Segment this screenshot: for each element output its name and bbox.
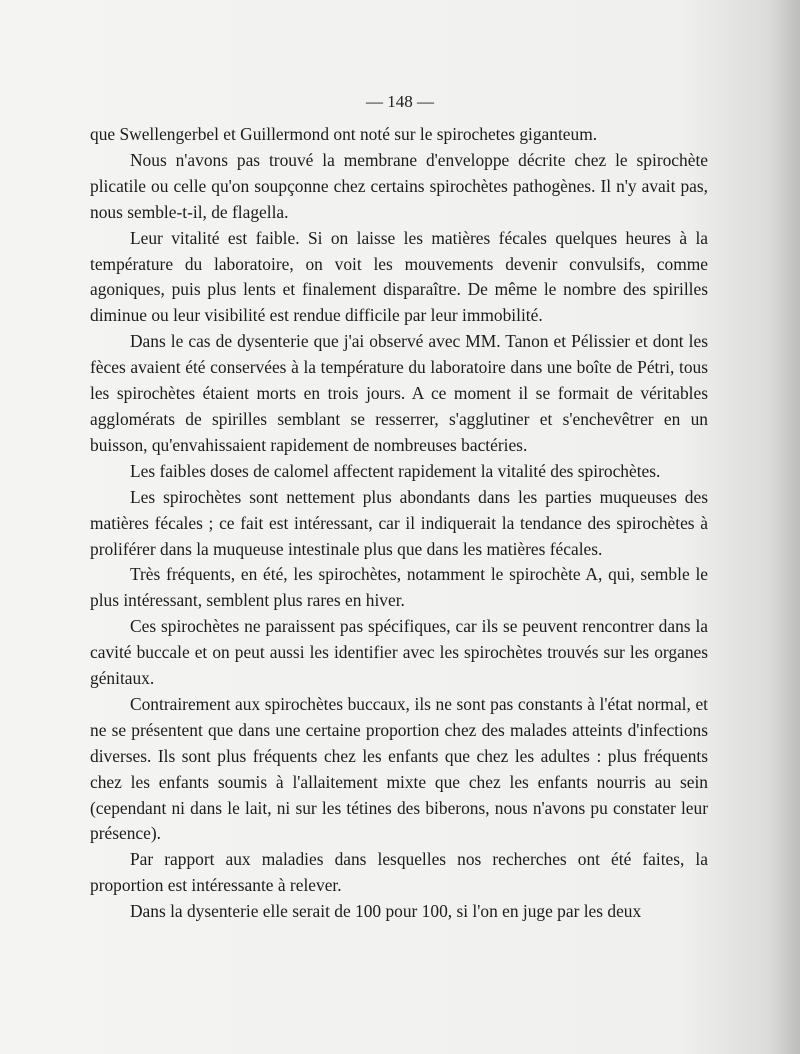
page-number: — 148 — — [366, 92, 434, 111]
paragraph: Très fréquents, en été, les spirochètes, notamment le spirochète A, qui, semble le plus intéressant, semblent plus rares en hiver. — [90, 564, 708, 611]
body-text — [90, 122, 708, 925]
paragraph: que Swellengerbel et Guillermond ont noté sur le spirochetes giganteum. — [90, 124, 598, 144]
paragraph: Ces spirochètes ne paraissent pas spécifiques, car ils se peuvent rencontrer dans la cavité buccale et on peut aussi les identifier avec les spirochètes trouvés sur les organes génitaux. — [90, 616, 708, 689]
paragraph: Contrairement aux spirochètes buccaux, ils ne sont pas constants à l'état normal, et ne se présentent que dans une certaine proportion chez des malades atteints d'infections diverses. Ils sont plus fréquents chez les enfants que chez les adultes : plus fréquents chez les enfants soumis à l'allaitement mixte que chez les enfants nourris au sein (cependant ni dans le lait, ni sur les tétines des biberons, nous n'avons pu constater leur présence). — [90, 693, 708, 844]
paragraph: Leur vitalité est faible. Si on laisse les matières fécales quelques heures à la température du laboratoire, on voit les mouvements devenir convulsifs, comme agoniques, puis plus lents et finalement disparaître. De même le nombre des spirilles diminue ou leur visibilité est rendue difficile par leur immobilité. — [90, 227, 708, 326]
paragraph: Les spirochètes sont nettement plus abondants dans les parties muqueuses des matières fécales ; ce fait est intéressant, car il indiquerait la tendance des spirochètes à proliférer dans la muqueuse intestinale plus que dans les matières fécales. — [90, 486, 708, 559]
paragraph: Par rapport aux maladies dans lesquelles nos recherches ont été faites, la proportion est intéressante à relever. — [90, 849, 708, 896]
paragraph: Dans le cas de dysenterie que j'ai observé avec MM. Tanon et Pélissier et dont les fèces avaient été conservées à la température du laboratoire dans une boîte de Pétri, tous les spirochètes étaient morts en trois jours. A ce moment il se formait de véritables agglomérats de spirilles semblant se resserrer, s'agglutiner et s'enchevêtrer en un buisson, qu'envahissaient rapidement de nombreuses bactéries. — [90, 331, 708, 455]
paragraph: Dans la dysenterie elle serait de 100 pour 100, si l'on en juge par les deux — [130, 901, 642, 922]
paragraph: Nous n'avons pas trouvé la membrane d'enveloppe décrite chez le spirochète plicatile ou celle qu'on soupçonne chez certains spirochètes pathogènes. Il n'y avait pas, nous semble-t-il, de flagella. — [90, 149, 708, 222]
paragraph: Les faibles doses de calomel affectent rapidement la vitalité des spirochètes. — [130, 460, 661, 481]
